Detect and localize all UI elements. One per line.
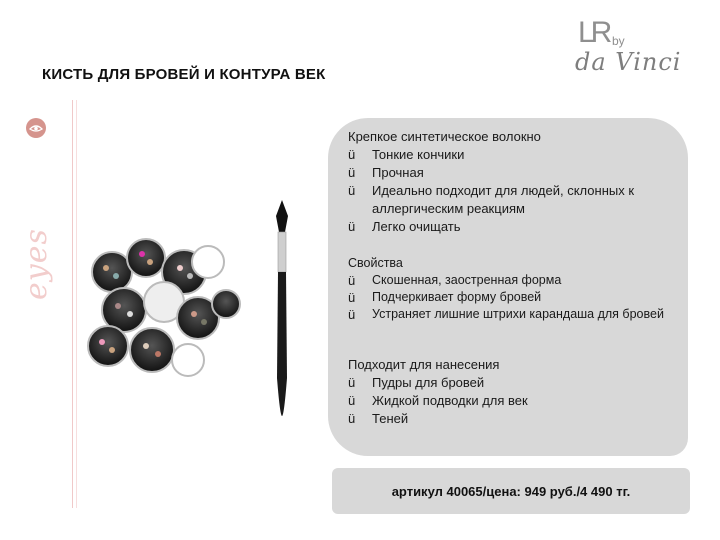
price-box	[332, 468, 690, 514]
list-item: ü Подчеркивает форму бровей	[348, 290, 542, 305]
logo-lr: LR	[578, 16, 609, 49]
check-icon: ü	[348, 273, 356, 288]
list-item: ü Идеально подходит для людей, склонных к аллергическим реакциям	[348, 183, 635, 216]
list-item: ü Устраняет лишние штрихи карандаша для бровей	[348, 307, 664, 322]
divider-line	[72, 100, 73, 508]
list-item: ü Прочная	[348, 165, 424, 180]
check-icon: ü	[348, 290, 356, 305]
check-icon: ü	[348, 393, 356, 408]
eye-icon	[26, 118, 46, 138]
check-icon: ü	[348, 307, 356, 322]
check-icon: ü	[348, 165, 356, 180]
brow-brush-image	[262, 198, 302, 418]
list-item: ü Теней	[348, 411, 409, 426]
logo-davinci: da Vinci	[575, 48, 682, 76]
features-list	[348, 146, 678, 236]
eyes-vertical-word: eyes	[19, 228, 54, 300]
list-item: ü Жидкой подводки для век	[348, 393, 528, 408]
features-heading: Крепкое синтетическое волокно	[348, 129, 541, 144]
check-icon: ü	[348, 183, 356, 198]
list-item: ü Пудры для бровей	[348, 375, 485, 390]
check-icon: ü	[348, 219, 356, 234]
list-item: ü Скошенная, заостренная форма	[348, 273, 562, 288]
price-text: артикул 40065/цена: 949 руб./4 490 тг.	[391, 484, 631, 499]
features-block	[348, 128, 678, 236]
suitable-list	[348, 374, 678, 428]
check-icon: ü	[348, 375, 356, 390]
check-icon: ü	[348, 147, 356, 162]
brand-logo	[570, 14, 690, 84]
logo-by: by	[612, 34, 625, 48]
properties-block	[348, 254, 678, 323]
suitable-heading: Подходит для нанесения	[348, 357, 500, 372]
suitable-block	[348, 356, 678, 428]
list-item: ü Легко очищать	[348, 219, 461, 234]
properties-list	[348, 272, 678, 323]
properties-heading: Свойства	[348, 256, 403, 270]
divider-line	[76, 100, 77, 508]
list-item: ü Тонкие кончики	[348, 147, 465, 162]
eyeshadow-palettes-image	[84, 232, 244, 382]
page-title: КИСТЬ ДЛЯ БРОВЕЙ И КОНТУРА ВЕК	[42, 66, 326, 83]
check-icon: ü	[348, 411, 356, 426]
